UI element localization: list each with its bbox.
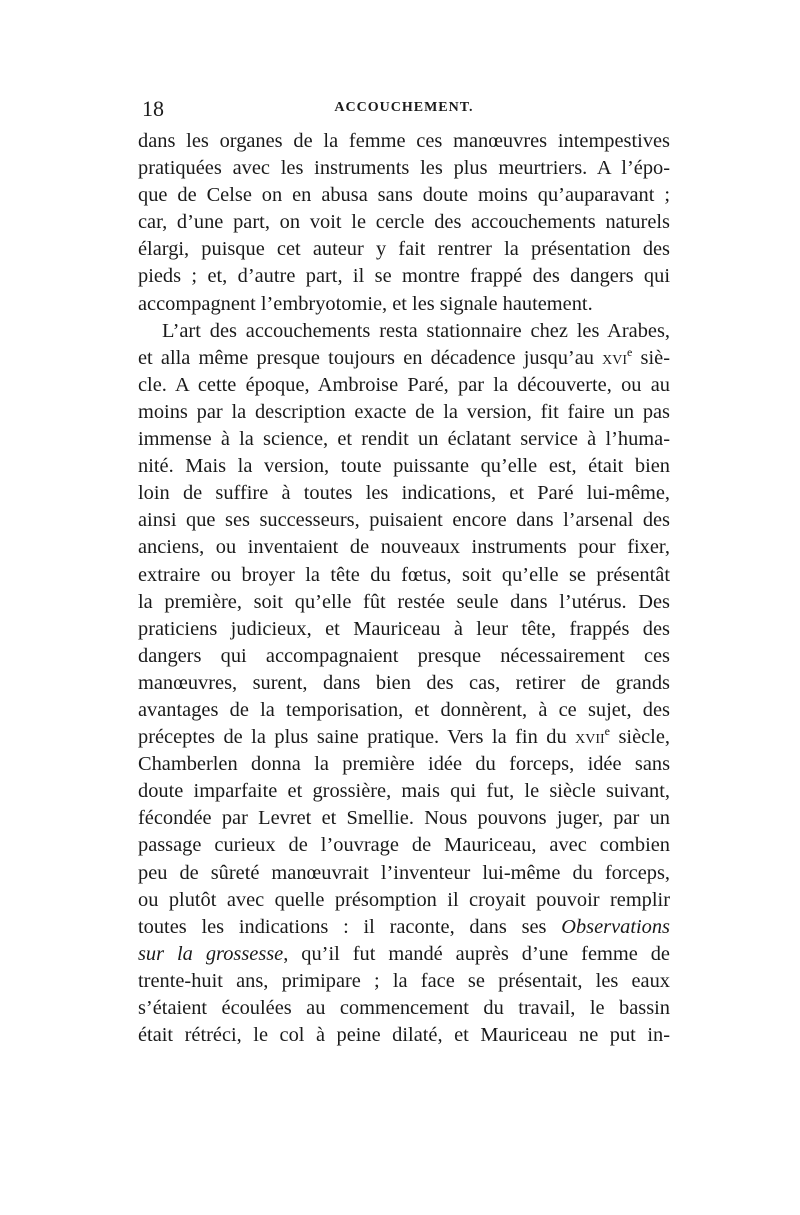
italic-title: sur la grossesse <box>138 942 284 965</box>
body-text <box>138 128 670 1049</box>
text-line: ou plutôt avec quelle présomption il croyait pouvoir remplir <box>138 888 670 911</box>
text-segment: et alla même presque toujours en décadence jusqu’au <box>138 346 603 369</box>
text-segment: toutes les indications : il raconte, dans ses <box>138 915 562 938</box>
text-line: trente-huit ans, primipare ; la face se présentait, les eaux <box>138 969 670 992</box>
text-line: manœuvres, surent, dans bien des cas, retirer de grands <box>138 671 670 694</box>
text-line: moins par la description exacte de la version, fit faire un pas <box>138 400 670 423</box>
text-line: car, d’une part, on voit le cercle des accouchements naturels <box>138 211 670 234</box>
text-line: fécondée par Levret et Smellie. Nous pouvons juger, par un <box>138 807 670 830</box>
page-header <box>138 96 670 124</box>
text-line <box>138 724 670 751</box>
paragraph-1 <box>138 128 670 318</box>
text-line: praticiens judicieux, et Mauriceau à leur tête, frappés des <box>138 617 670 640</box>
text-line: élargi, puisque cet auteur y fait rentrer la présentation des <box>138 238 670 261</box>
text-line: peu de sûreté manœuvrait l’inventeur lui-même du forceps, <box>138 861 670 884</box>
text-line: anciens, ou inventaient de nouveaux instruments pour fixer, <box>138 536 670 559</box>
text-line: avantages de la temporisation, et donnèrent, à ce sujet, des <box>138 698 670 721</box>
text-line: cle. A cette époque, Ambroise Paré, par la découverte, ou au <box>138 373 670 396</box>
text-line: s’étaient écoulées au commencement du travail, le bassin <box>138 997 670 1019</box>
text-line: loin de suffire à toutes les indications, et Paré lui-même, <box>138 482 670 505</box>
superscript: e <box>627 344 633 359</box>
century-numeral: xvi <box>602 346 628 369</box>
text-line: pratiquées avec les instruments les plus meurtriers. A l’épo- <box>138 157 670 180</box>
page-number: 18 <box>142 96 164 121</box>
italic-title: Observations <box>561 915 670 938</box>
text-line: doute imparfaite et grossière, mais qui fut, le siècle suivant, <box>138 780 670 803</box>
text-line: L’art des accouchements resta stationnaire chez les Arabes, <box>162 319 670 342</box>
text-line: pieds ; et, d’autre part, il se montre frappé des dangers qui <box>138 265 670 288</box>
text-segment: préceptes de la plus saine pratique. Vers la fin du <box>138 726 576 749</box>
text-line: la première, soit qu’elle fût restée seule dans l’utérus. Des <box>138 590 670 613</box>
text-segment: siècle, <box>610 726 670 749</box>
text-line: ainsi que ses successeurs, puisaient encore dans l’arsenal des <box>138 509 670 532</box>
text-line: Chamberlen donna la première idée du forceps, idée sans <box>138 753 670 776</box>
text-line: passage curieux de l’ouvrage de Mauriceau, avec combien <box>138 834 670 857</box>
text-line: dangers qui accompagnaient presque nécessairement ces <box>138 644 670 667</box>
text-line: immense à la science, et rendit un éclatant service à l’huma- <box>138 428 670 451</box>
text-segment: , qu’il fut mandé auprès d’une femme de <box>283 942 670 965</box>
text-line: accompagnent l’embryotomie, et les signale hautement. <box>138 292 593 315</box>
text-segment: siè- <box>632 346 670 369</box>
text-line <box>138 941 670 968</box>
document-page <box>138 96 670 1049</box>
paragraph-2 <box>138 318 670 1050</box>
text-line: était rétréci, le col à peine dilaté, et Mauriceau ne put in- <box>138 1024 670 1047</box>
text-line <box>138 914 670 941</box>
text-line: nité. Mais la version, toute puissante qu’elle est, était bien <box>138 455 670 478</box>
text-line: extraire ou broyer la tête du fœtus, soit qu’elle se présentât <box>138 563 670 586</box>
running-head: ACCOUCHEMENT. <box>334 100 474 115</box>
superscript: e <box>604 724 610 739</box>
text-line <box>138 345 670 372</box>
text-line: dans les organes de la femme ces manœuvres intempestives <box>138 130 670 152</box>
century-numeral: xvii <box>575 726 605 749</box>
text-line: que de Celse on en abusa sans doute moins qu’auparavant ; <box>138 184 670 207</box>
